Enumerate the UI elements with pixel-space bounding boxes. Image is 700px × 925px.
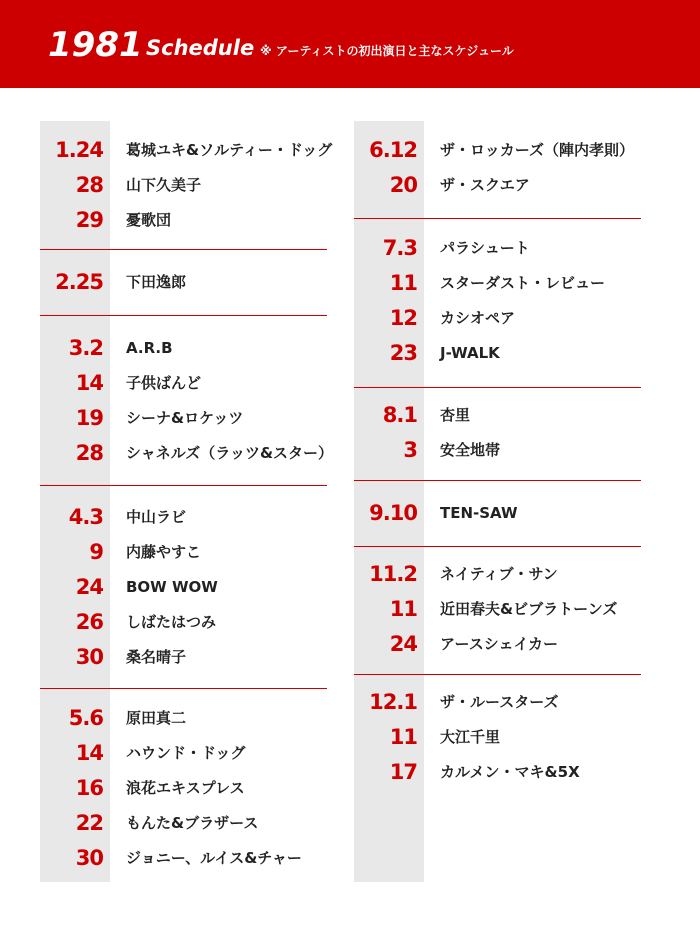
date-label: 16 xyxy=(75,776,103,800)
schedule-row xyxy=(40,401,327,436)
schedule-row xyxy=(354,496,641,531)
month-block xyxy=(40,486,327,689)
schedule-row xyxy=(354,627,641,662)
header-note: ※ アーティストの初出演日と主なスケジュール xyxy=(260,44,514,58)
date-label: 11.2 xyxy=(369,562,417,586)
artist-name: 葛城ユキ&ソルティー・ドッグ xyxy=(126,141,333,159)
date-label: 14 xyxy=(75,741,103,765)
artist-name: もんた&ブラザース xyxy=(126,814,259,832)
schedule-row xyxy=(40,168,327,203)
month-block xyxy=(354,675,641,790)
header-banner xyxy=(0,0,700,88)
artist-name: ハウンド・ドッグ xyxy=(126,744,246,762)
date-label: 30 xyxy=(75,846,103,870)
schedule-row xyxy=(354,433,641,468)
artist-name: J-WALK xyxy=(440,344,500,362)
artist-name: 近田春夫&ビブラトーンズ xyxy=(440,600,618,618)
schedule-row xyxy=(354,301,641,336)
month-block xyxy=(354,481,641,547)
schedule-row xyxy=(354,398,641,433)
artist-name: ザ・スクエア xyxy=(440,176,530,194)
schedule-row xyxy=(40,771,327,806)
schedule-row xyxy=(40,133,333,168)
date-label: 12.1 xyxy=(369,690,417,714)
month-block xyxy=(40,316,334,486)
artist-name: カシオペア xyxy=(440,309,516,327)
schedule-row xyxy=(40,806,327,841)
date-label: 29 xyxy=(75,208,103,232)
schedule-row xyxy=(354,592,641,627)
artist-name: ネイティブ・サン xyxy=(440,565,558,583)
schedule-row xyxy=(354,685,641,720)
date-label: 2.25 xyxy=(55,270,103,294)
artist-name: スターダスト・レビュー xyxy=(440,274,606,292)
artist-name: シャネルズ（ラッツ&スター） xyxy=(126,444,334,462)
date-label: 4.3 xyxy=(68,505,103,529)
date-label: 12 xyxy=(389,306,417,330)
date-label: 11 xyxy=(389,597,417,621)
artist-name: しばたはつみ xyxy=(126,613,217,631)
date-label: 7.3 xyxy=(382,236,417,260)
date-label: 9 xyxy=(89,540,103,564)
schedule-row xyxy=(40,640,327,675)
artist-name: 浪花エキスプレス xyxy=(126,779,245,797)
artist-name: ザ・ロッカーズ（陣内孝則） xyxy=(440,141,634,159)
artist-name: シーナ&ロケッツ xyxy=(126,409,244,427)
schedule-row xyxy=(40,605,327,640)
date-label: 24 xyxy=(389,632,417,656)
month-block xyxy=(40,250,327,316)
artist-name: アースシェイカー xyxy=(440,635,559,653)
schedule-row xyxy=(40,701,327,736)
schedule-row xyxy=(354,336,641,371)
schedule-row xyxy=(40,265,327,300)
schedule-row xyxy=(40,736,327,771)
schedule-row xyxy=(40,570,327,605)
artist-name: 杏里 xyxy=(440,406,471,424)
date-label: 5.6 xyxy=(68,706,103,730)
schedule-row xyxy=(40,500,327,535)
date-label: 14 xyxy=(75,371,103,395)
schedule-row xyxy=(354,266,641,301)
schedule-row xyxy=(40,366,327,401)
schedule-row xyxy=(354,557,641,592)
artist-name: 憂歌団 xyxy=(126,211,172,229)
date-label: 24 xyxy=(75,575,103,599)
schedule-row xyxy=(40,331,327,366)
artist-name: パラシュート xyxy=(440,239,530,257)
month-block xyxy=(354,219,641,388)
month-block xyxy=(354,388,641,481)
schedule-column-right xyxy=(354,121,641,882)
schedule-row xyxy=(40,436,334,471)
date-label: 6.12 xyxy=(369,138,417,162)
year-title: 1981 xyxy=(48,25,143,65)
date-label: 11 xyxy=(389,271,417,295)
artist-name: 原田真二 xyxy=(126,709,187,727)
artist-name: 下田逸郎 xyxy=(126,273,187,291)
artist-name: 中山ラビ xyxy=(126,508,187,526)
month-block xyxy=(40,689,327,876)
schedule-row xyxy=(40,203,327,238)
date-label: 11 xyxy=(389,725,417,749)
artist-name: ザ・ルースターズ xyxy=(440,693,559,711)
date-label: 20 xyxy=(389,173,417,197)
schedule-row xyxy=(354,133,641,168)
schedule-row xyxy=(40,841,327,876)
artist-name: 子供ばんど xyxy=(126,374,202,392)
schedule-row xyxy=(354,720,641,755)
date-label: 28 xyxy=(75,441,103,465)
schedule-title: Schedule xyxy=(146,36,255,60)
artist-name: 大江千里 xyxy=(440,728,501,746)
schedule-column-left xyxy=(40,121,334,882)
artist-name: 安全地帯 xyxy=(440,441,501,459)
artist-name: ジョニー、ルイス&チャー xyxy=(126,849,302,867)
month-block xyxy=(40,121,333,250)
artist-name: カルメン・マキ&5X xyxy=(440,763,580,781)
date-label: 3.2 xyxy=(68,336,103,360)
schedule-row xyxy=(40,535,327,570)
date-label: 9.10 xyxy=(369,501,417,525)
date-label: 22 xyxy=(75,811,103,835)
date-label: 26 xyxy=(75,610,103,634)
date-label: 1.24 xyxy=(55,138,103,162)
artist-name: BOW WOW xyxy=(126,578,218,596)
artist-name: 桑名晴子 xyxy=(126,648,187,666)
date-label: 3 xyxy=(403,438,417,462)
month-block xyxy=(354,121,641,219)
date-label: 28 xyxy=(75,173,103,197)
date-label: 19 xyxy=(75,406,103,430)
schedule-row xyxy=(354,168,641,203)
schedule-row xyxy=(354,755,641,790)
artist-name: TEN-SAW xyxy=(440,504,518,522)
artist-name: 内藤やすこ xyxy=(126,543,202,561)
date-label: 17 xyxy=(389,760,417,784)
date-label: 30 xyxy=(75,645,103,669)
artist-name: 山下久美子 xyxy=(126,176,202,194)
date-label: 8.1 xyxy=(382,403,417,427)
artist-name: A.R.B xyxy=(126,339,173,357)
date-label: 23 xyxy=(389,341,417,365)
month-block xyxy=(354,547,641,675)
schedule-row xyxy=(354,231,641,266)
